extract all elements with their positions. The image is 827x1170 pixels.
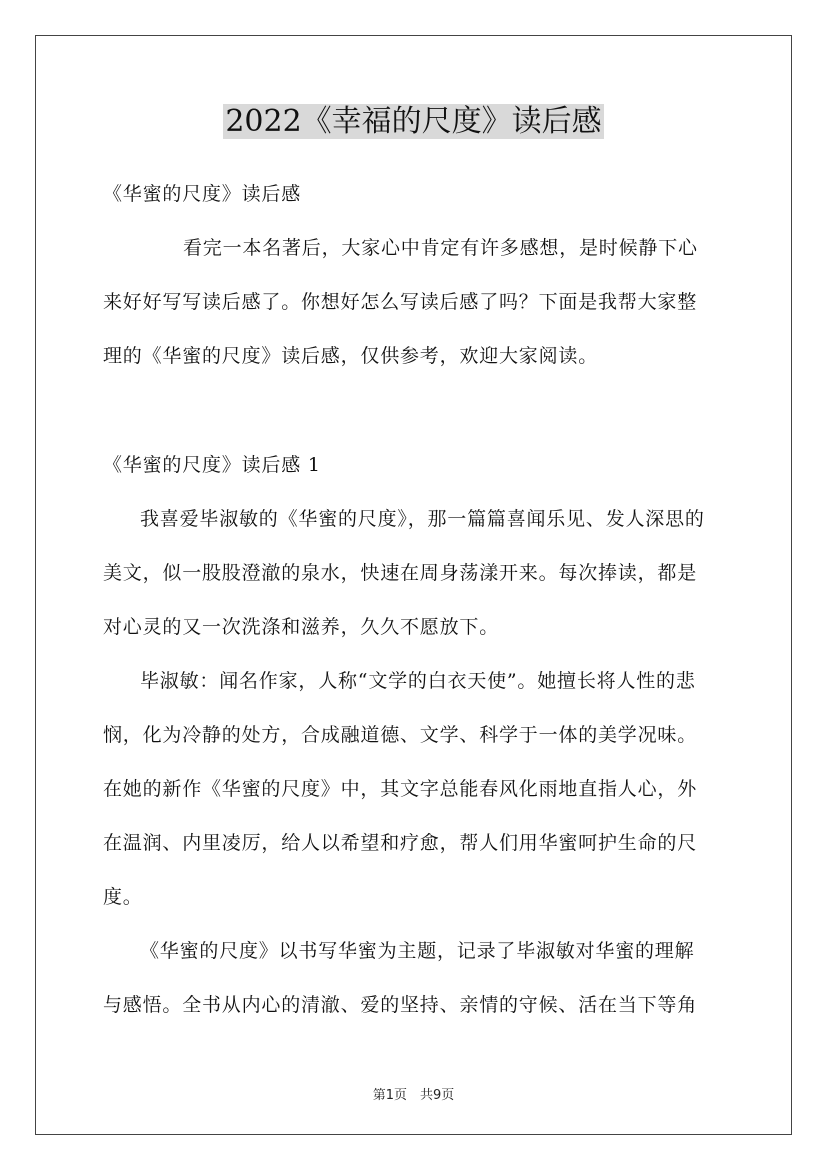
paragraph-line: 悯，化为冷静的处方，合成融道德、文学、科学于一体的美学况味。 [103,724,698,746]
paragraph-line: 《华蜜的尺度》以书写华蜜为主题，记录了毕淑敏对华蜜的理解 [140,940,695,962]
document-title [0,100,827,144]
paragraph-line: 对心灵的又一次洗涤和滋养，久久不愿放下。 [103,616,500,638]
document-title-text: 2022《幸福的尺度》读后感 [225,104,602,139]
section-heading: 《华蜜的尺度》读后感 1 [103,454,321,476]
intro-line: 理的《华蜜的尺度》读后感，仅供参考，欢迎大家阅读。 [103,345,599,367]
intro-line: 看完一本名著后，大家心中肯定有许多感想，是时候静下心 [183,237,698,259]
paragraph-line: 在她的新作《华蜜的尺度》中，其文字总能春风化雨地直指人心，外 [103,778,698,800]
paragraph-line: 在温润、内里凌厉，给人以希望和疗愈，帮人们用华蜜呵护生命的尺 [103,832,698,854]
paragraph-line: 度。 [103,886,143,908]
page-footer: 第1页 共9页 [372,1088,455,1103]
paragraph-line: 我喜爱毕淑敏的《华蜜的尺度》，那一篇篇喜闻乐见、发人深思的 [140,508,705,530]
intro-line: 来好好写写读后感了。你想好怎么写读后感了吗？下面是我帮大家整 [103,291,698,313]
paragraph-line: 与感悟。全书从内心的清澈、爱的坚持、亲情的守候、活在当下等角 [103,994,698,1016]
paragraph-line: 毕淑敏：闻名作家，人称“文学的白衣天使”。她擅长将人性的悲 [140,670,696,692]
paragraph-line: 美文，似一股股澄澈的泉水，快速在周身荡漾开来。每次捧读，都是 [103,562,698,584]
document-subtitle: 《华蜜的尺度》读后感 [103,183,302,205]
